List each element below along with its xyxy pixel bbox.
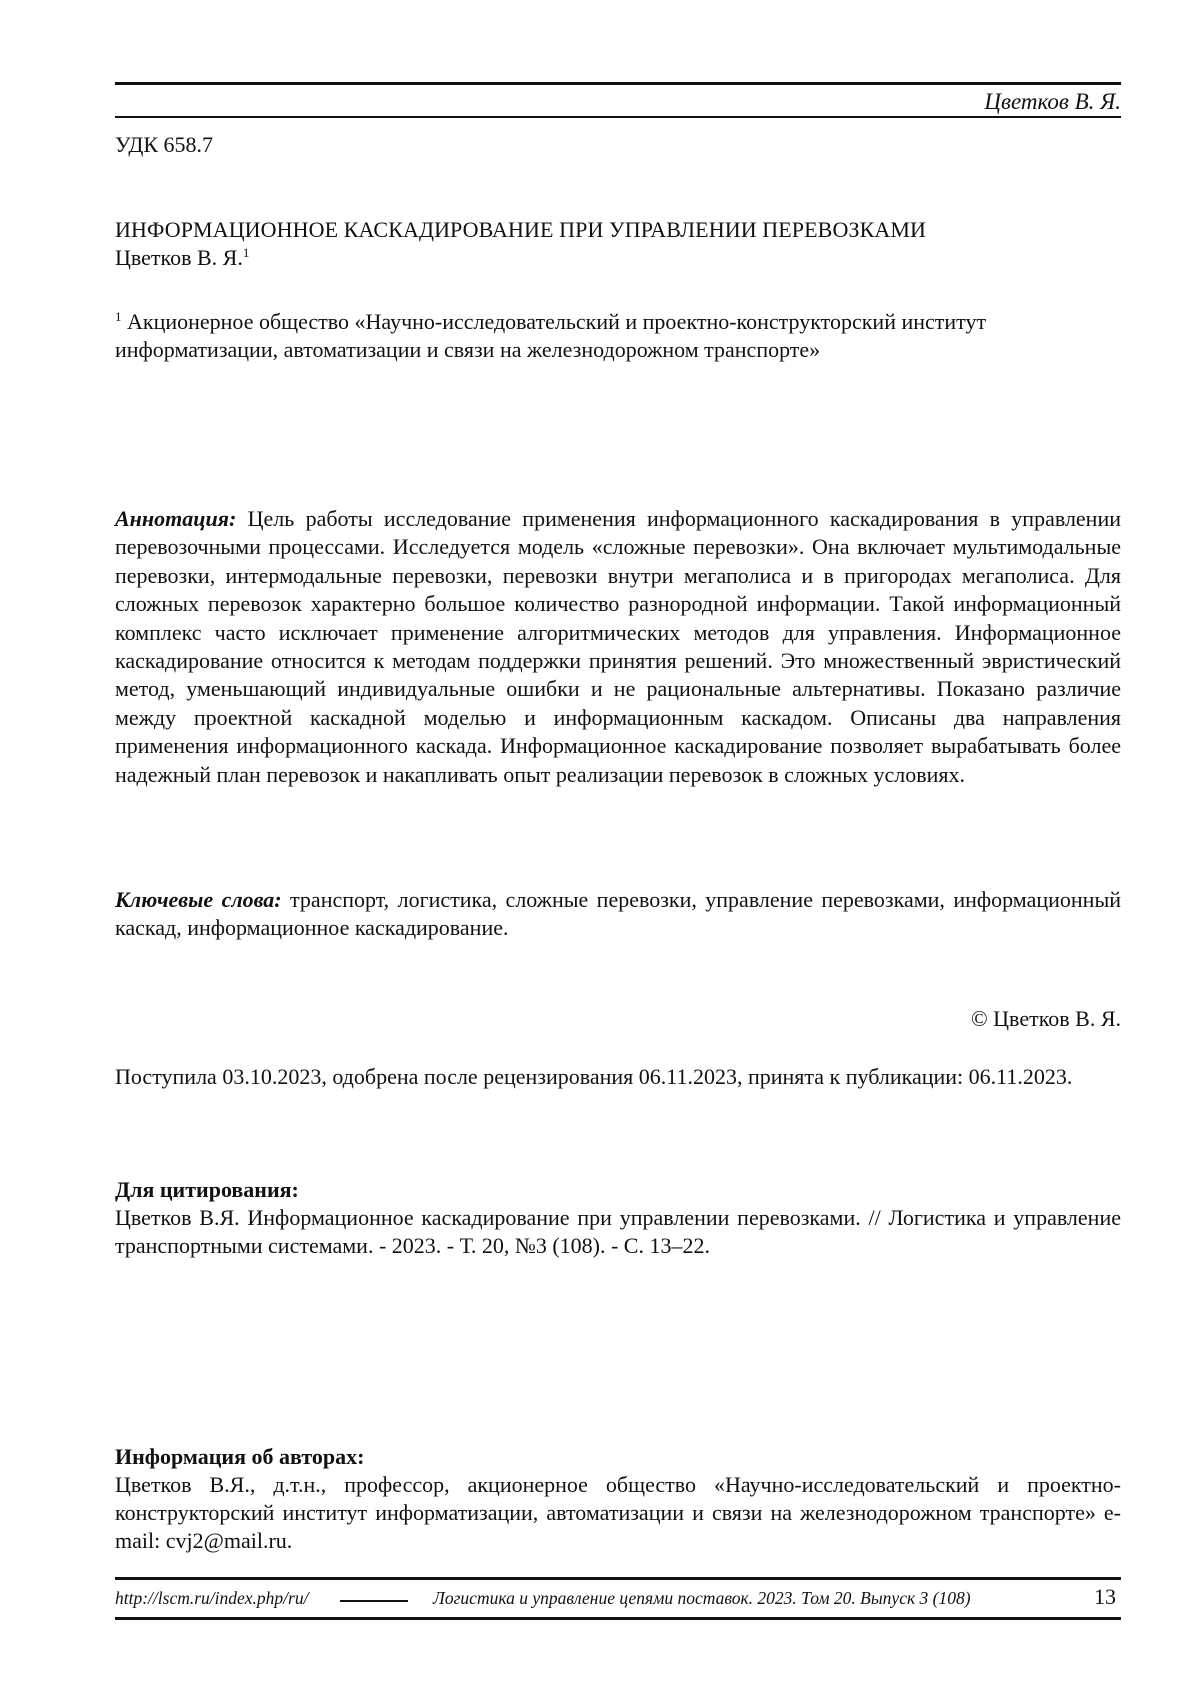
citation-text: Цветков В.Я. Информационное каскадирование при управлении перевозками. // Логистика и управление транспортными системами. - 2023. - Т. 20, №3 (108). - С. 13–22.	[115, 1205, 1121, 1258]
abstract-text: Цель работы исследование применения информационного каскадирования в управлении перевозочными процессами. Исследуется модель «сложные перевозки». Она включает мультимодальные перевозки, интермодальные перевозки, перевозки внутри мегаполиса и в пригородах мегаполиса. Для сложных перевозок характерно большое количество разнородной информации. Такой информационный комплекс часто исключает применение алгоритмических методов для управления. Информационное каскадирование относится к методам поддержки принятия решений. Это множественный эвристический метод, уменьшающий индивидуальные ошибки и не рациональные альтернативы. Показано различие между проектной каскадной моделью и информационным каскадом. Описаны два направления применения информационного каскада. Информационное каскадирование позволяет вырабатывать более надежный план перевозок и накапливать опыт реализации перевозок в сложных условиях.	[115, 506, 1122, 787]
page-footer	[115, 1584, 1121, 1614]
keywords-label: Ключевые слова:	[115, 887, 282, 912]
affiliation-marker: 1	[115, 309, 122, 324]
author-name: Цветков В. Я.	[115, 245, 243, 270]
page-number: 13	[1094, 1584, 1116, 1609]
header-top-rule	[115, 82, 1121, 85]
footer-journal-info: Логистика и управление цепями поставок. 2023. Том 20. Выпуск 3 (108)	[433, 1588, 971, 1608]
footer-divider-dash	[340, 1600, 408, 1602]
article-author	[115, 244, 1121, 272]
title-block	[115, 216, 1121, 272]
keywords	[115, 886, 1121, 942]
abstract-label: Аннотация:	[115, 506, 237, 531]
affiliation	[115, 308, 1121, 364]
copyright: © Цветков В. Я.	[970, 1006, 1121, 1031]
article-title: ИНФОРМАЦИОННОЕ КАСКАДИРОВАНИЕ ПРИ УПРАВЛЕНИИ ПЕРЕВОЗКАМИ	[115, 217, 926, 242]
footer-url-link[interactable]: http://lscm.ru/index.php/ru/	[115, 1588, 309, 1608]
footer-top-rule	[115, 1577, 1121, 1580]
authors-info-text: Цветков В.Я., д.т.н., профессор, акционерное общество «Научно-исследовательский и проектно-конструкторский институт информатизации, автоматизации и связи на железнодорожном транспорте» e-mail: cvj2@mail.ru.	[115, 1472, 1121, 1553]
received-dates: Поступила 03.10.2023, одобрена после рецензирования 06.11.2023, принята к публикации: 06.11.2023.	[115, 1064, 1073, 1089]
running-header-author: Цветков В. Я.	[984, 89, 1121, 114]
udc-code: УДК 658.7	[115, 132, 214, 157]
citation-heading: Для цитирования:	[115, 1177, 299, 1202]
keywords-text: транспорт, логистика, сложные перевозки, управление перевозками, информационный каскад, информационное каскадирование.	[115, 887, 1121, 940]
header-bottom-rule	[115, 116, 1121, 118]
footer-bottom-rule	[115, 1617, 1121, 1620]
abstract	[115, 505, 1121, 789]
author-affiliation-marker: 1	[242, 245, 250, 260]
authors-info-heading: Информация об авторах:	[115, 1444, 365, 1469]
affiliation-text: Акционерное общество «Научно-исследовательский и проектно-конструкторский институт информатизации, автоматизации и связи на железнодорожном транспорте»	[115, 309, 987, 362]
